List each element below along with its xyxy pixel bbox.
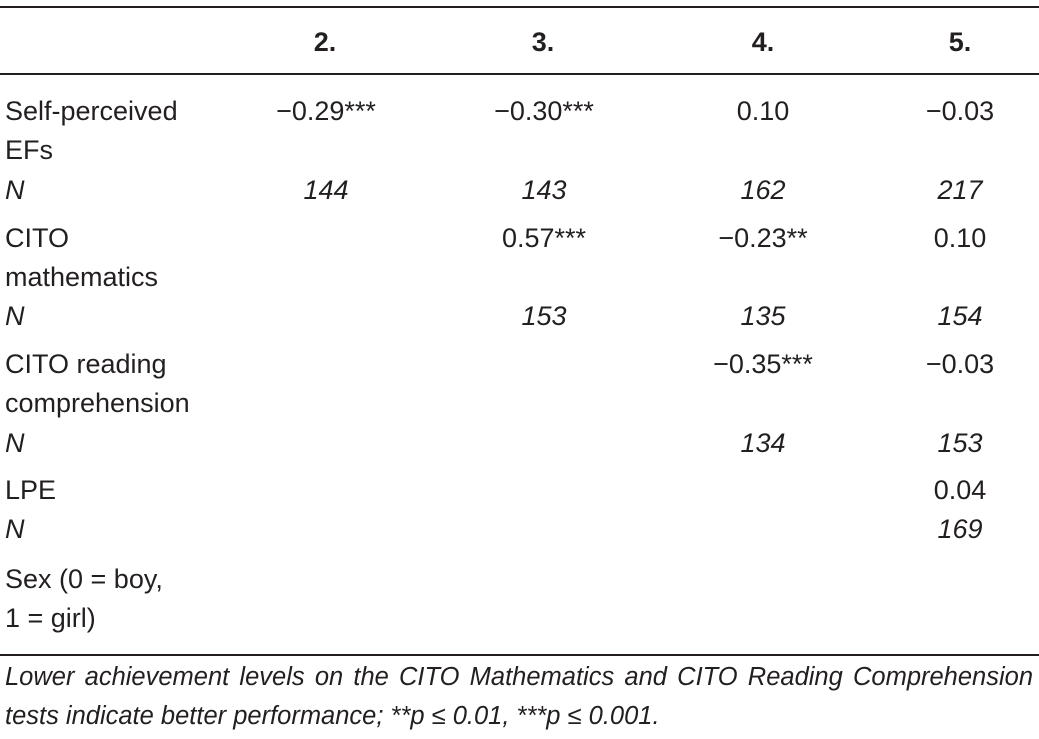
table-cell: 134 — [740, 428, 786, 458]
table-cell: 217 — [937, 175, 983, 205]
table-cell: 143 — [521, 175, 567, 205]
table-cell: −0.29*** — [276, 96, 376, 126]
table-cell: −0.35*** — [713, 349, 813, 379]
table-cell: −0.30*** — [494, 96, 594, 126]
row-label-n: N — [5, 301, 25, 331]
row-label-lpe: LPE — [5, 475, 57, 505]
table-cell: 0.10 — [736, 96, 790, 126]
column-header-3: 3. — [531, 27, 555, 57]
footer-rule — [0, 654, 1039, 656]
row-label-cito-mathematics: CITO mathematics — [5, 223, 159, 292]
table-cell: −0.03 — [925, 349, 995, 379]
table-cell: −0.23** — [718, 223, 808, 253]
table-cell: 169 — [937, 514, 983, 544]
table-cell: 153 — [521, 301, 567, 331]
column-header-2: 2. — [313, 27, 337, 57]
row-label-cito-reading-comprehension: CITO reading comprehension — [5, 349, 190, 418]
row-label-self-perceived-efs: Self-perceived EFs — [5, 96, 178, 165]
top-rule — [0, 6, 1039, 8]
row-label-sex: Sex (0 = boy, 1 = girl) — [5, 564, 163, 633]
table-cell: 153 — [937, 428, 983, 458]
table-footnote: Lower achievement levels on the CITO Mathematics and CITO Reading Comprehension tests indicate better performance; **p ≤ 0.01, ***p ≤ 0.001. — [5, 663, 1033, 730]
column-header-5: 5. — [948, 27, 972, 57]
row-label-n: N — [5, 428, 25, 458]
table-cell: 0.10 — [933, 223, 987, 253]
table-cell: 144 — [303, 175, 349, 205]
header-rule — [0, 73, 1039, 75]
table-cell: 135 — [740, 301, 786, 331]
table-cell: 154 — [937, 301, 983, 331]
table-cell: 162 — [740, 175, 786, 205]
table-cell: 0.04 — [933, 475, 987, 505]
row-label-n: N — [5, 514, 25, 544]
row-label-n: N — [5, 175, 25, 205]
table-cell: −0.03 — [925, 96, 995, 126]
column-header-4: 4. — [751, 27, 775, 57]
table-cell: 0.57*** — [501, 223, 587, 253]
